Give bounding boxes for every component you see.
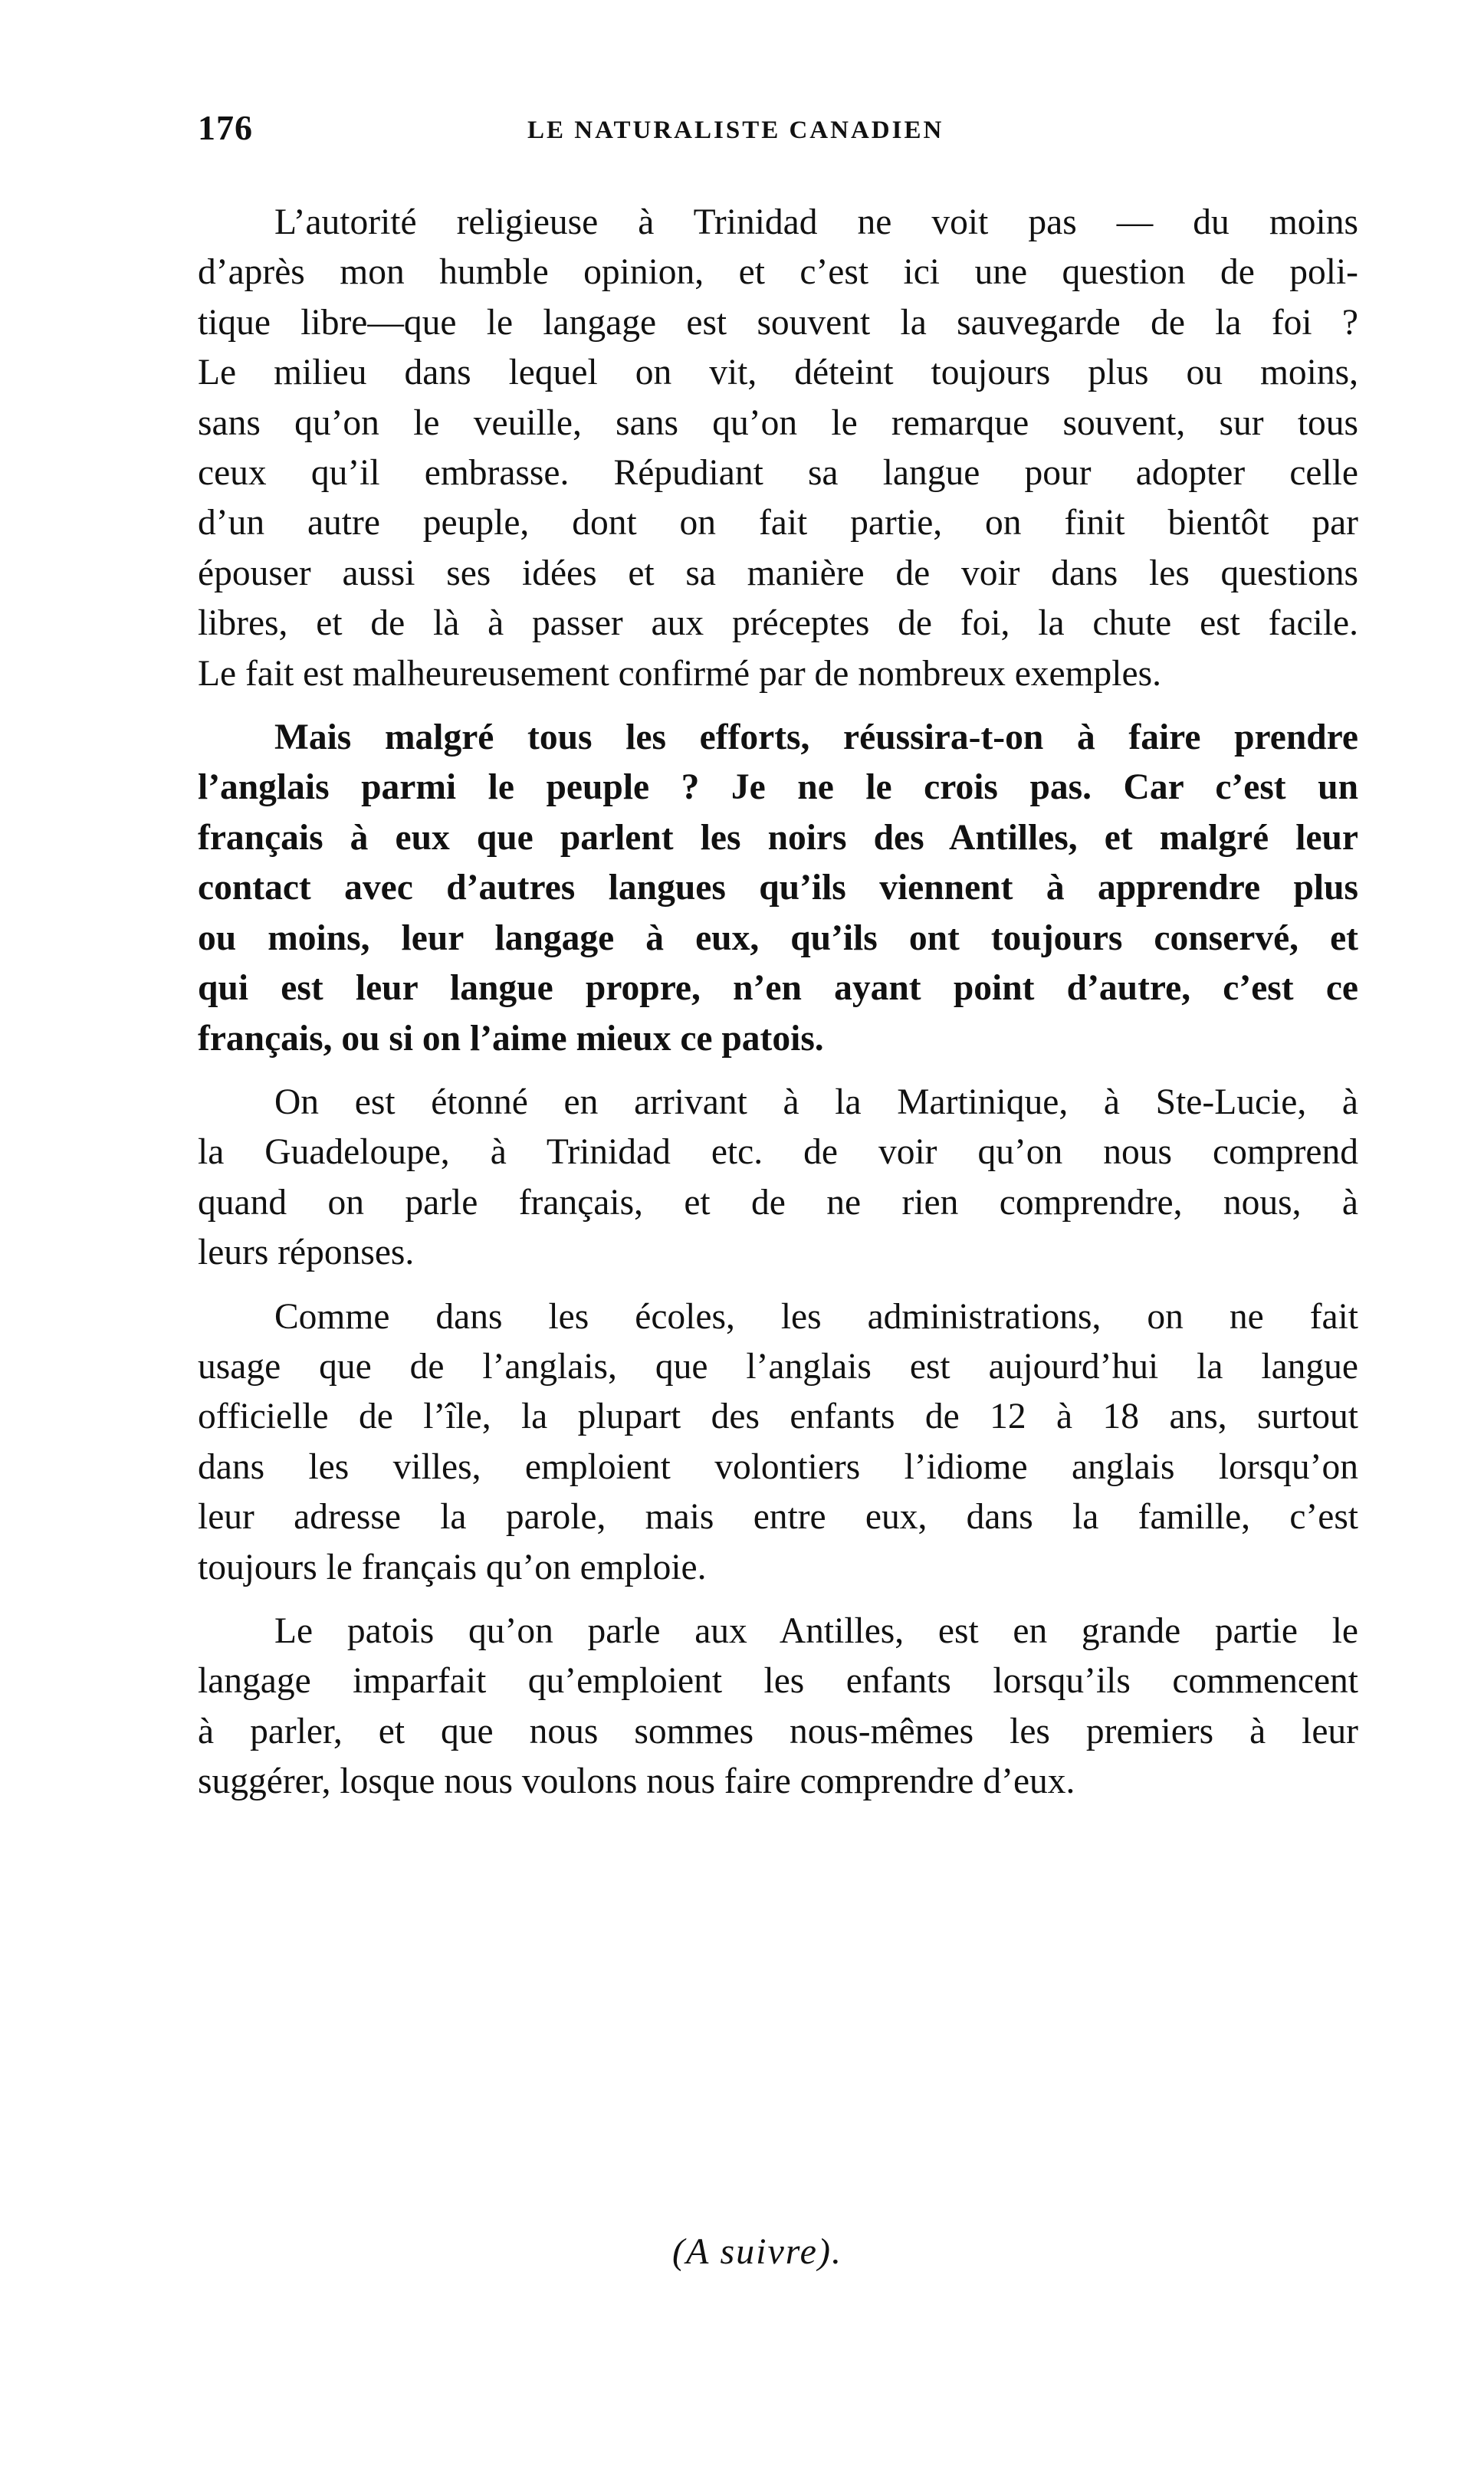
text-line: dans les villes, emploient volontiers l’idiome anglais lorsqu’on	[198, 1446, 1358, 1487]
text-line: On est étonné en arrivant à la Martinique, à Ste-Lucie, à	[274, 1082, 1358, 1122]
text-line: officielle de l’île, la plupart des enfants de 12 à 18 ans, surtout	[198, 1397, 1358, 1437]
text-line: leurs réponses.	[198, 1233, 415, 1273]
paragraph-1	[198, 198, 1358, 699]
text-line: contact avec d’autres langues qu’ils viennent à apprendre plus	[198, 868, 1358, 908]
body-text	[198, 198, 1358, 1807]
text-line: Le fait est malheureusement confirmé par de nombreux exemples.	[198, 653, 1161, 694]
text-line: qui est leur langue propre, n’en ayant point d’autre, c’est ce	[198, 968, 1358, 1009]
text-line: leur adresse la parole, mais entre eux, dans la famille, c’est	[198, 1497, 1358, 1538]
text-line: libres, et de là à passer aux préceptes de foi, la chute est facile.	[198, 603, 1358, 644]
text-line: L’autorité religieuse à Trinidad ne voit pas — du moins	[274, 202, 1358, 242]
closing-text: (A suivre).	[672, 2231, 842, 2272]
paragraph-4	[198, 1292, 1358, 1593]
text-line: toujours le français qu’on emploie.	[198, 1547, 707, 1587]
text-line: ou moins, leur langage à eux, qu’ils ont toujours conservé, et	[198, 918, 1358, 958]
text-line: la Guadeloupe, à Trinidad etc. de voir qu’on nous comprend	[198, 1132, 1358, 1173]
text-line: français, ou si on l’aime mieux ce patois.	[198, 1018, 824, 1059]
text-line: ceux qu’il embrasse. Répudiant sa langue pour adopter celle	[198, 453, 1358, 494]
text-line: l’anglais parmi le peuple ? Je ne le crois pas. Car c’est un	[198, 767, 1358, 808]
running-title: LE NATURALISTE CANADIEN	[527, 117, 944, 144]
paragraph-5	[198, 1607, 1358, 1807]
paragraph-2	[198, 713, 1358, 1064]
text-line: quand on parle français, et de ne rien comprendre, nous, à	[198, 1182, 1358, 1223]
page-header	[198, 107, 1363, 161]
text-line: français à eux que parlent les noirs des Antilles, et malgré leur	[198, 817, 1358, 858]
to-be-continued	[0, 2231, 1484, 2273]
paragraph-3	[198, 1078, 1358, 1279]
page-number: 176	[198, 108, 253, 147]
text-line: Le patois qu’on parle aux Antilles, est en grande partie le	[274, 1610, 1358, 1651]
text-line: suggérer, losque nous voulons nous faire comprendre d’eux.	[198, 1761, 1075, 1802]
text-line: sans qu’on le veuille, sans qu’on le remarque souvent, sur tous	[198, 402, 1358, 443]
text-line: Mais malgré tous les efforts, réussira-t-on à faire prendre	[274, 717, 1358, 758]
text-line: épouser aussi ses idées et sa manière de voir dans les questions	[198, 553, 1358, 593]
text-line: langage imparfait qu’emploient les enfants lorsqu’ils commencent	[198, 1661, 1358, 1702]
text-line: tique libre—que le langage est souvent la sauvegarde de la foi ?	[198, 302, 1358, 343]
text-line: d’après mon humble opinion, et c’est ici une question de poli-	[198, 252, 1358, 293]
text-line: Le milieu dans lequel on vit, déteint toujours plus ou moins,	[198, 353, 1358, 393]
text-line: usage que de l’anglais, que l’anglais est aujourd’hui la langue	[198, 1346, 1358, 1387]
text-line: Comme dans les écoles, les administrations, on ne fait	[274, 1296, 1358, 1337]
text-line: d’un autre peuple, dont on fait partie, on finit bientôt par	[198, 503, 1358, 543]
text-line: à parler, et que nous sommes nous-mêmes les premiers à leur	[198, 1711, 1358, 1751]
